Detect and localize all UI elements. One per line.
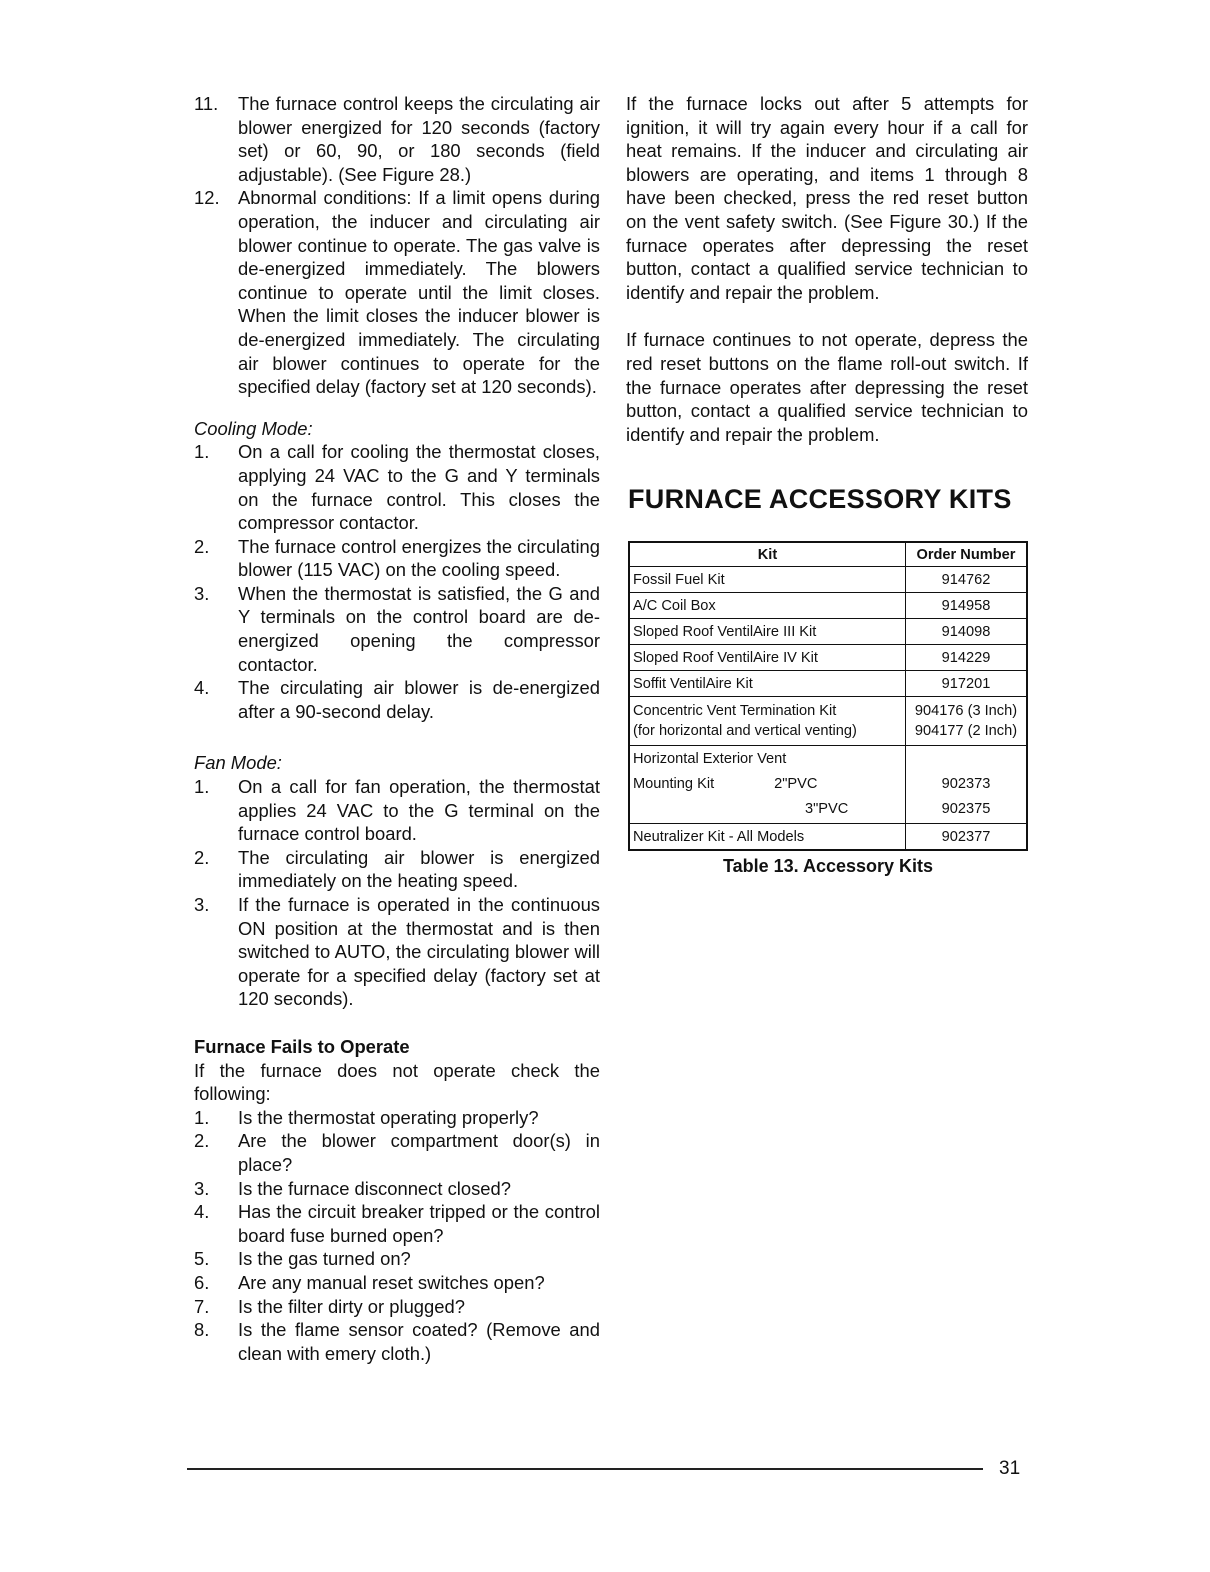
rollout-paragraph: If furnace continues to not operate, depress the red reset buttons on the flame roll-out switch. If the furnace operates after depressing the reset button, contact a qualified service technician to identify and repair the problem. (626, 329, 1028, 445)
header-order-number: Order Number (905, 542, 1027, 567)
list-item: 3. If the furnace is operated in the continuous ON position at the thermostat and is then switched to AUTO, the circulating blower will operate for a specified delay (factory set at 120 seconds). (194, 894, 600, 1010)
list-item: 2. The circulating air blower is energized immediately on the heating speed. (194, 846, 600, 892)
table-row: Concentric Vent Termination Kit (for horizontal and vertical venting) 904176 (3 Inch) 904177 (2 Inch) (629, 697, 1027, 746)
list-item: 4. The circulating air blower is de-energized after a 90-second delay. (194, 677, 600, 722)
list-item: 5. Is the gas turned on? (194, 1248, 411, 1270)
left-column (194, 92, 600, 1365)
cooling-mode-heading: Cooling Mode: (194, 417, 313, 439)
table-caption: Table 13. Accessory Kits (722, 856, 934, 876)
table-row: A/C Coil Box 914958 (629, 593, 1027, 619)
header-kit: Kit (629, 542, 905, 567)
table-row: Fossil Fuel Kit 914762 (629, 567, 1027, 593)
fails-heading: Furnace Fails to Operate (194, 1035, 410, 1057)
section-title: FURNACE ACCESSORY KITS (628, 484, 1012, 514)
list-item: 3. Is the furnace disconnect closed? (194, 1177, 511, 1199)
fan-mode-heading: Fan Mode: (194, 752, 282, 774)
footer-rule (187, 1468, 983, 1470)
page-number: 31 (999, 1458, 1021, 1479)
list-item: 2. Are the blower compartment door(s) in place? (194, 1130, 600, 1175)
list-item: 7. Is the filter dirty or plugged? (194, 1295, 465, 1317)
table-row: Sloped Roof VentilAire III Kit 914098 (629, 619, 1027, 645)
list-item: 4. Has the circuit breaker tripped or the control board fuse burned open? (194, 1201, 600, 1246)
list-item: 11. The furnace control keeps the circulating air blower energized for 120 seconds (factory set) or 60, 90, or 180 seconds (field adjustable). (See Figure 28.) (194, 93, 600, 185)
list-item: 3. When the thermostat is satisfied, the G and Y terminals on the control board are de-energized opening the compressor contactor. (194, 582, 600, 675)
list-item: 12. Abnormal conditions: If a limit opens during operation, the inducer and circulating air blower continue to operate. The gas valve is de-energized immediately. The blowers continue to operate until the limit closes. When the limit closes the inducer blower is de-energized immediately. The circulating air blower continues to operate for the specified delay (factory set at 120 seconds). (194, 187, 600, 398)
list-item: 8. Is the flame sensor coated? (Remove and clean with emery cloth.) (194, 1319, 600, 1364)
fails-intro: If the furnace does not operate check the following: (194, 1059, 600, 1105)
list-item: 1. On a call for cooling the thermostat closes, applying 24 VAC to the G and Y terminals on the furnace control. This closes the compressor contactor. (194, 441, 600, 534)
list-item: 1. Is the thermostat operating properly? (194, 1106, 539, 1128)
table-row: Soffit VentilAire Kit 917201 (629, 671, 1027, 697)
list-item: 2. The furnace control energizes the circulating blower (115 VAC) on the cooling speed. (194, 535, 600, 581)
list-item: 1. On a call for fan operation, the thermostat applies 24 VAC to the G terminal on the furnace control board. (194, 776, 600, 845)
list-item: 6. Are any manual reset switches open? (194, 1271, 545, 1293)
table-header-row (629, 542, 1027, 567)
table-row: Horizontal Exterior Vent Mounting Kit 2"PVC 3"PVC 902373 902375 (629, 746, 1027, 824)
accessory-kits-table (628, 541, 1028, 851)
lockout-paragraph: If the furnace locks out after 5 attempts for ignition, it will try again every hour if a call for heat remains. If the inducer and circulating air blowers are operating, and items 1 through 8 have been checked, press the red reset button on the vent safety switch. (See Figure 30.) If the furnace operates after depressing the reset button, contact a qualified service technician to identify and repair the problem. (626, 93, 1028, 303)
right-column (626, 92, 1028, 446)
table-row: Sloped Roof VentilAire IV Kit 914229 (629, 645, 1027, 671)
table-row: Neutralizer Kit - All Models 902377 (629, 824, 1027, 851)
